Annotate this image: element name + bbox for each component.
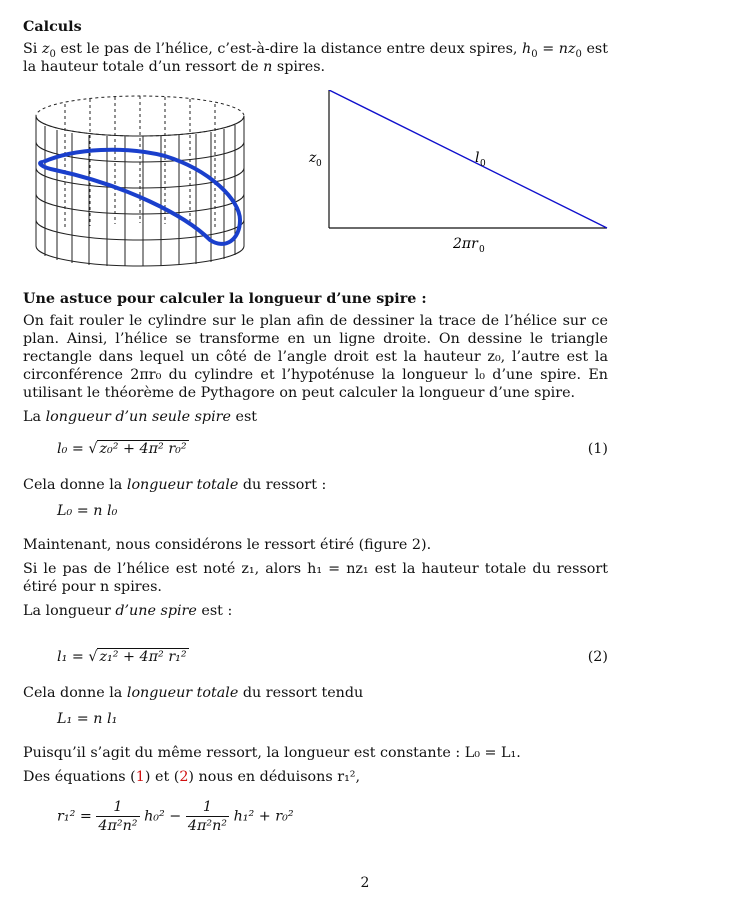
var-z: z [41, 41, 50, 57]
equation-2 [23, 644, 608, 672]
eq1-formula: l₀ = √ z₀² + 4π² r₀² [57, 441, 187, 457]
svg-text:0: 0 [480, 159, 486, 169]
hypotenuse [329, 90, 607, 228]
intro-text-1: Si [23, 41, 42, 57]
label-2pi-r0: 2πr [453, 236, 478, 252]
eq1-number: (1) [587, 441, 608, 457]
emph-longueur-totale-2: longueur totale [126, 685, 239, 701]
label-z0: z [309, 150, 317, 166]
line-la-longueur-une-spire: La longueur d’une spire est : [23, 603, 233, 619]
page-content [23, 18, 608, 848]
var-nz: nz [558, 41, 576, 57]
intro-paragraph: Si $z_0$ est le pas de l’hélice, c’est-à-dire la distance entre deux spires, $h_0 = nz_0$ est la hauteur totale d’un ressort de n spires. [23, 41, 608, 75]
line-longueur-seule-spire [23, 408, 608, 426]
svg-text:0: 0 [479, 245, 485, 255]
intro-text-4: est la hauteur totale d’un ressort de [23, 41, 608, 75]
eq2-number: (2) [587, 649, 608, 665]
ref-eq1[interactable]: 1 [135, 769, 145, 785]
triangle-figure [303, 90, 608, 278]
astuce-title: Une astuce pour calculer la longueur d’une spire : [23, 291, 427, 307]
emph-longueur-totale: longueur totale [126, 477, 239, 493]
equation-L0: L₀ = n l₀ [57, 503, 118, 519]
line-longueur-totale: Cela donne la longueur totale du ressort : [23, 477, 327, 493]
figures-row [23, 90, 608, 278]
emph-une-spire: d’une spire [115, 603, 197, 619]
svg-text:0: 0 [316, 159, 322, 169]
page-number: 2 [360, 875, 370, 891]
label-l0: l [475, 150, 480, 166]
text-la: La [23, 409, 46, 425]
intro-text-2: est le pas de l’hélice, c’est-à-dire la distance entre deux spires, [55, 41, 523, 57]
line-des-equations: Des équations (1) et (2) nous en déduisons r₁², [23, 769, 361, 785]
var-h: h [522, 41, 532, 57]
ref-eq2[interactable]: 2 [179, 769, 189, 785]
line-puisque: Puisqu’il s’agit du même ressort, la longueur est constante : L₀ = L₁. [23, 745, 521, 761]
intro-eq-sign: = [537, 41, 559, 57]
emph-longueur-seule-spire: longueur d’un seule spire [45, 409, 231, 425]
section-title: Calculs [23, 19, 82, 35]
astuce-paragraph: On fait rouler le cylindre sur le plan afin de dessiner la trace de l’hélice sur ce plan. Ainsi, l’hélice se transforme en un ligne droite. On dessine le triangle rectangle dans lequel un côté de l’angle droit est la hauteur z₀, l’autre est la circonférence 2πr₀ du cylindre et l’hypoténuse la longueur l₀ d’une spire. En utilisant le théorème de Pythagore on peut calculer la longueur d’une spire. [23, 313, 608, 401]
line-longueur-totale-tendu: Cela donne la longueur totale du ressort tendu [23, 685, 364, 701]
line-si-pas: Si le pas de l’hélice est noté z₁, alors h₁ = nz₁ est la hauteur totale du ressort étiré pour n spires. [23, 561, 608, 595]
eq2-formula: l₁ = √ z₁² + 4π² r₁² [57, 649, 187, 665]
equation-L1: L₁ = n l₁ [57, 711, 118, 727]
text-est: est [230, 409, 258, 425]
equation-1 [23, 436, 608, 464]
equation-3: r₁² = $\frac{1}{\text{4π²n²}}$ h₀² − $\frac{1}{\text{4π²n²}}$ h₁² + r₀² [57, 799, 294, 834]
cylinder-helix-figure [35, 90, 265, 278]
intro-text-5: spires. [272, 59, 326, 75]
var-n: n [263, 59, 273, 75]
line-maintenant: Maintenant, nous considérons le ressort étiré (figure 2). [23, 537, 432, 553]
